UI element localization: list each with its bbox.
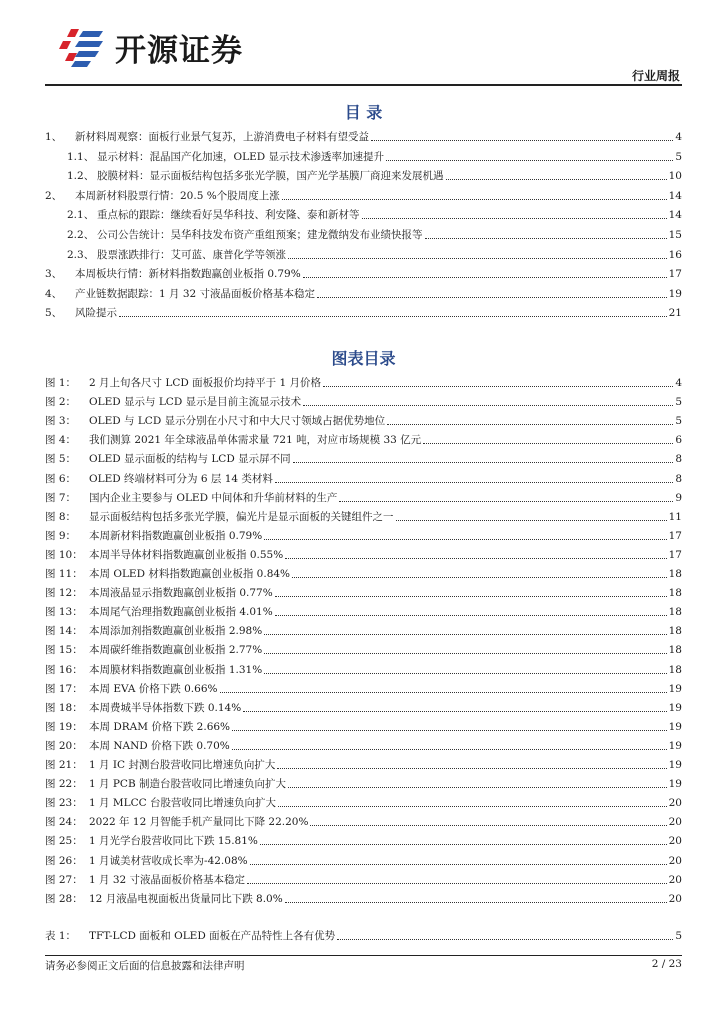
toc-entry[interactable] — [45, 506, 682, 524]
entry-number: 图 28： — [45, 892, 83, 905]
dot-leader — [371, 140, 673, 141]
dot-leader — [292, 577, 667, 578]
entry-title: 重点标的跟踪：继续看好昊华科技、利安隆、泰和新材等 — [97, 209, 360, 222]
dot-leader — [275, 482, 673, 483]
toc-entry[interactable] — [45, 925, 682, 943]
entry-number: 图 15： — [45, 644, 83, 657]
dot-leader — [264, 673, 666, 674]
entry-page-number: 19 — [668, 701, 682, 714]
entry-title: 本周新材料指数跑赢创业板指 0.79% — [89, 529, 263, 542]
entry-number: 图 16： — [45, 663, 83, 676]
toc-entry[interactable] — [45, 302, 682, 320]
toc-entry[interactable] — [45, 639, 682, 657]
entry-number: 2.3、 — [67, 248, 95, 261]
entry-page-number: 19 — [668, 720, 682, 733]
entry-title: 12 月液晶电视面板出货量同比下跌 8.0% — [89, 892, 283, 905]
entry-title: 显示材料：混晶国产化加速，OLED 显示技术渗透率加速提升 — [97, 150, 385, 163]
dot-leader — [278, 806, 667, 807]
entry-title: 本周 OLED 材料指数跑赢创业板指 0.84% — [89, 568, 291, 580]
entry-title: 本周费城半导体指数下跌 0.14% — [89, 701, 242, 714]
entry-number: 图 4： — [45, 434, 77, 447]
toc-entry[interactable] — [67, 165, 682, 183]
toc-entry[interactable] — [45, 830, 682, 848]
entry-page-number: 10 — [668, 170, 682, 183]
entry-title: 1 月 32 寸液晶面板价格基本稳定 — [89, 873, 246, 886]
toc-entry[interactable] — [45, 582, 682, 600]
dot-leader — [339, 501, 673, 502]
entry-number: 1.2、 — [67, 170, 95, 183]
dot-leader — [317, 297, 667, 298]
toc-entry[interactable] — [45, 283, 682, 301]
dot-leader — [275, 615, 667, 616]
toc-entry[interactable] — [45, 263, 682, 281]
toc-entry[interactable] — [45, 888, 682, 906]
entry-title: TFT-LCD 面板和 OLED 面板在产品特性上各有优势 — [89, 930, 336, 942]
entry-page-number: 18 — [668, 587, 682, 600]
entry-number: 图 12： — [45, 587, 83, 600]
entry-page-number: 14 — [668, 189, 682, 202]
dot-leader — [119, 316, 667, 317]
entry-title: 风险提示 — [75, 307, 117, 320]
toc-entry[interactable] — [45, 410, 682, 428]
toc-entry[interactable] — [67, 224, 682, 242]
figures-title: 图表目录 — [331, 349, 396, 368]
toc-entry[interactable] — [45, 126, 682, 144]
toc-title: 目 录 — [344, 103, 383, 122]
toc-entry[interactable] — [45, 620, 682, 638]
toc-entry[interactable] — [45, 544, 682, 562]
entry-title: 本周板块行情：新材料指数跑赢创业板指 0.79% — [75, 268, 301, 281]
toc-entry[interactable] — [45, 754, 682, 772]
entry-number: 图 8： — [45, 510, 77, 523]
dot-leader — [337, 939, 673, 940]
entry-number: 2.2、 — [67, 229, 95, 241]
dot-leader — [285, 558, 666, 559]
entry-page-number: 18 — [668, 568, 682, 580]
entry-page-number: 9 — [675, 491, 682, 504]
dot-leader — [275, 596, 667, 597]
dot-leader — [386, 160, 673, 161]
entry-page-number: 19 — [668, 759, 682, 771]
toc-entry[interactable] — [45, 716, 682, 734]
entry-number: 图 9： — [45, 529, 77, 542]
entry-title: 本周 NAND 价格下跌 0.70% — [89, 739, 230, 752]
entry-page-number: 17 — [668, 529, 682, 542]
dot-leader — [232, 730, 667, 731]
toc-entry[interactable] — [45, 811, 682, 829]
toc-entry[interactable] — [45, 678, 682, 696]
entry-title: 本周液晶显示指数跑赢创业板指 0.77% — [89, 587, 273, 600]
toc-entry[interactable] — [45, 659, 682, 677]
dot-leader — [425, 238, 667, 239]
entry-page-number: 4 — [675, 377, 682, 389]
footer-divider — [45, 955, 682, 956]
page-header — [45, 20, 682, 90]
dot-leader — [260, 844, 667, 845]
entry-page-number: 17 — [668, 268, 682, 281]
toc-entry[interactable] — [45, 448, 682, 466]
entry-number: 图 21： — [45, 759, 83, 771]
entry-number: 图 14： — [45, 625, 83, 638]
dot-leader — [264, 539, 666, 540]
toc-entry[interactable] — [45, 487, 682, 505]
toc-entry[interactable] — [45, 468, 682, 486]
entry-number: 图 23： — [45, 797, 83, 810]
entry-title: 1 月诚美材营收成长率为-42.08% — [89, 854, 248, 867]
entry-title: 2 月上旬各尺寸 LCD 面板报价均持平于 1 月价格 — [89, 377, 321, 389]
entry-page-number: 18 — [668, 663, 682, 676]
entry-title: 1 月光学台股营收同比下跌 15.81% — [89, 835, 258, 848]
entry-page-number: 4 — [675, 131, 682, 143]
entry-number: 图 5： — [45, 453, 77, 466]
entry-number: 图 7： — [45, 491, 77, 504]
toc-entry[interactable] — [45, 601, 682, 619]
entry-page-number: 19 — [668, 287, 682, 300]
dot-leader — [303, 277, 667, 278]
entry-page-number: 5 — [675, 396, 682, 409]
dot-leader — [293, 462, 674, 463]
entry-page-number: 20 — [668, 873, 682, 886]
entry-title: 胶膜材料：显示面板结构包括多张光学膜，国产光学基膜厂商迎来发展机遇 — [97, 170, 444, 183]
entry-number: 1、 — [45, 131, 63, 143]
entry-title: 公司公告统计：昊华科技发布资产重组预案；建龙微纳发布业绩快报等 — [97, 229, 423, 241]
entry-number: 1.1、 — [67, 150, 95, 163]
dot-leader — [264, 634, 666, 635]
entry-title: 2022 年 12 月智能手机产量同比下降 22.20% — [89, 816, 309, 829]
entry-number: 图 6： — [45, 472, 77, 485]
dot-leader — [423, 443, 673, 444]
dot-leader — [387, 424, 673, 425]
entry-page-number: 19 — [668, 739, 682, 752]
entry-page-number: 20 — [668, 892, 682, 905]
entry-page-number: 8 — [675, 472, 682, 485]
entry-number: 图 25： — [45, 835, 83, 848]
toc-entry[interactable] — [67, 146, 682, 164]
entry-page-number: 5 — [675, 415, 682, 428]
dot-leader — [288, 258, 667, 259]
entry-number: 图 22： — [45, 778, 83, 791]
entry-title: 本周添加剂指数跑赢创业板指 2.98% — [89, 625, 263, 638]
entry-number: 图 20： — [45, 739, 83, 752]
report-type-label: 行业周报 — [631, 69, 680, 83]
entry-page-number: 18 — [668, 644, 682, 657]
entry-page-number: 5 — [675, 930, 682, 942]
entry-number: 5、 — [45, 307, 63, 320]
entry-page-number: 18 — [668, 625, 682, 638]
dot-leader — [282, 199, 667, 200]
entry-page-number: 15 — [668, 229, 682, 241]
dot-leader — [264, 653, 666, 654]
dot-leader — [285, 902, 667, 903]
toc-entry[interactable] — [67, 244, 682, 262]
entry-title: 本周碳纤维指数跑赢创业板指 2.77% — [89, 644, 263, 657]
entry-title: 本周半导体材料指数跑赢创业板指 0.55% — [89, 548, 284, 561]
entry-title: 1 月 PCB 制造台股营收同比增速负向扩大 — [89, 778, 287, 791]
entry-page-number: 8 — [675, 453, 682, 466]
toc-entry[interactable] — [45, 429, 682, 447]
entry-title: 本周 EVA 价格下跌 0.66% — [89, 682, 218, 695]
entry-number: 图 1： — [45, 377, 77, 389]
toc-entry[interactable] — [45, 792, 682, 810]
toc-entry[interactable] — [67, 204, 682, 222]
entry-page-number: 17 — [668, 548, 682, 561]
dot-leader — [396, 520, 667, 521]
entry-title: 本周 DRAM 价格下跌 2.66% — [89, 720, 231, 733]
entry-number: 图 26： — [45, 854, 83, 867]
entry-number: 图 3： — [45, 415, 77, 428]
entry-number: 3、 — [45, 268, 63, 281]
toc-entry[interactable] — [45, 185, 682, 203]
toc-entry[interactable] — [45, 563, 682, 581]
entry-page-number: 20 — [668, 816, 682, 829]
entry-page-number: 20 — [668, 854, 682, 867]
dot-leader — [277, 768, 666, 769]
dot-leader — [323, 386, 673, 387]
entry-number: 2.1、 — [67, 209, 95, 222]
entry-title: 股票涨跌排行：艾可蓝、康普化学等领涨 — [97, 248, 286, 261]
header-divider — [45, 84, 682, 86]
entry-title: 产业链数据跟踪：1 月 32 寸液晶面板价格基本稳定 — [75, 287, 316, 300]
entry-page-number: 20 — [668, 797, 682, 810]
brand-name: 开源证券 — [115, 32, 243, 69]
entry-number: 图 2： — [45, 396, 77, 409]
dot-leader — [288, 787, 667, 788]
dot-leader — [232, 749, 667, 750]
dot-leader — [247, 883, 667, 884]
entry-title: OLED 终端材料可分为 6 层 14 类材料 — [89, 472, 273, 485]
toc-entry[interactable] — [45, 697, 682, 715]
entry-title: 1 月 MLCC 台股营收同比增速负向扩大 — [89, 797, 276, 810]
entry-page-number: 18 — [668, 606, 682, 619]
entry-title: 1 月 IC 封测台股营收同比增速负向扩大 — [89, 759, 276, 771]
entry-title: OLED 显示面板的结构与 LCD 显示屏不同 — [89, 453, 291, 466]
kaiyuan-logo-icon — [57, 23, 109, 71]
entry-title: 本周膜材料指数跑赢创业板指 1.31% — [89, 663, 263, 676]
entry-title: 我们测算 2021 年全球液晶单体需求量 721 吨，对应市场规模 33 亿元 — [89, 434, 422, 447]
entry-title: 国内企业主要参与 OLED 中间体和升华前材料的生产 — [89, 491, 338, 504]
entry-number: 图 24： — [45, 816, 83, 829]
entry-page-number: 5 — [675, 150, 682, 163]
entry-title: 显示面板结构包括多张光学膜，偏光片是显示面板的关键组件之一 — [89, 510, 394, 523]
brand-logo — [57, 22, 317, 72]
entry-number: 图 10： — [45, 548, 83, 561]
entry-title: 本周新材料股票行情：20.5 %个股周度上涨 — [75, 189, 280, 202]
entry-number: 图 13： — [45, 606, 83, 619]
toc-entry[interactable] — [45, 850, 682, 868]
entry-page-number: 11 — [668, 510, 682, 523]
dot-leader — [446, 179, 667, 180]
toc-entry[interactable] — [45, 735, 682, 753]
entry-number: 图 27： — [45, 873, 83, 886]
toc-entry[interactable] — [45, 525, 682, 543]
entry-page-number: 20 — [668, 835, 682, 848]
dot-leader — [243, 711, 666, 712]
entry-number: 图 17： — [45, 682, 83, 695]
entry-number: 图 11： — [45, 568, 83, 580]
entry-number: 表 1： — [45, 930, 77, 942]
entry-title: OLED 显示与 LCD 显示是目前主流显示技术 — [89, 396, 302, 409]
entry-page-number: 14 — [668, 209, 682, 222]
entry-title: 新材料周观察：面板行业景气复苏，上游消费电子材料有望受益 — [75, 131, 369, 143]
entry-number: 2、 — [45, 189, 63, 202]
entry-title: OLED 与 LCD 显示分别在小尺寸和中大尺寸领域占据优势地位 — [89, 415, 386, 428]
entry-page-number: 19 — [668, 682, 682, 695]
dot-leader — [250, 864, 667, 865]
entry-page-number: 19 — [668, 778, 682, 791]
dot-leader — [303, 405, 673, 406]
entry-page-number: 16 — [668, 248, 682, 261]
entry-number: 图 18： — [45, 701, 83, 714]
toc-entry[interactable] — [45, 773, 682, 791]
dot-leader — [310, 825, 666, 826]
dot-leader — [220, 692, 667, 693]
entry-page-number: 21 — [668, 307, 682, 320]
entry-number: 图 19： — [45, 720, 83, 733]
toc-entry[interactable] — [45, 372, 682, 390]
toc-entry[interactable] — [45, 391, 682, 409]
page-indicator: 2 / 23 — [651, 958, 682, 970]
entry-title: 本周尾气治理指数跑赢创业板指 4.01% — [89, 606, 273, 619]
entry-page-number: 6 — [675, 434, 682, 447]
dot-leader — [362, 218, 667, 219]
entry-number: 4、 — [45, 287, 63, 300]
footer-disclaimer: 请务必参阅正文后面的信息披露和法律声明 — [45, 960, 245, 972]
toc-entry[interactable] — [45, 869, 682, 887]
